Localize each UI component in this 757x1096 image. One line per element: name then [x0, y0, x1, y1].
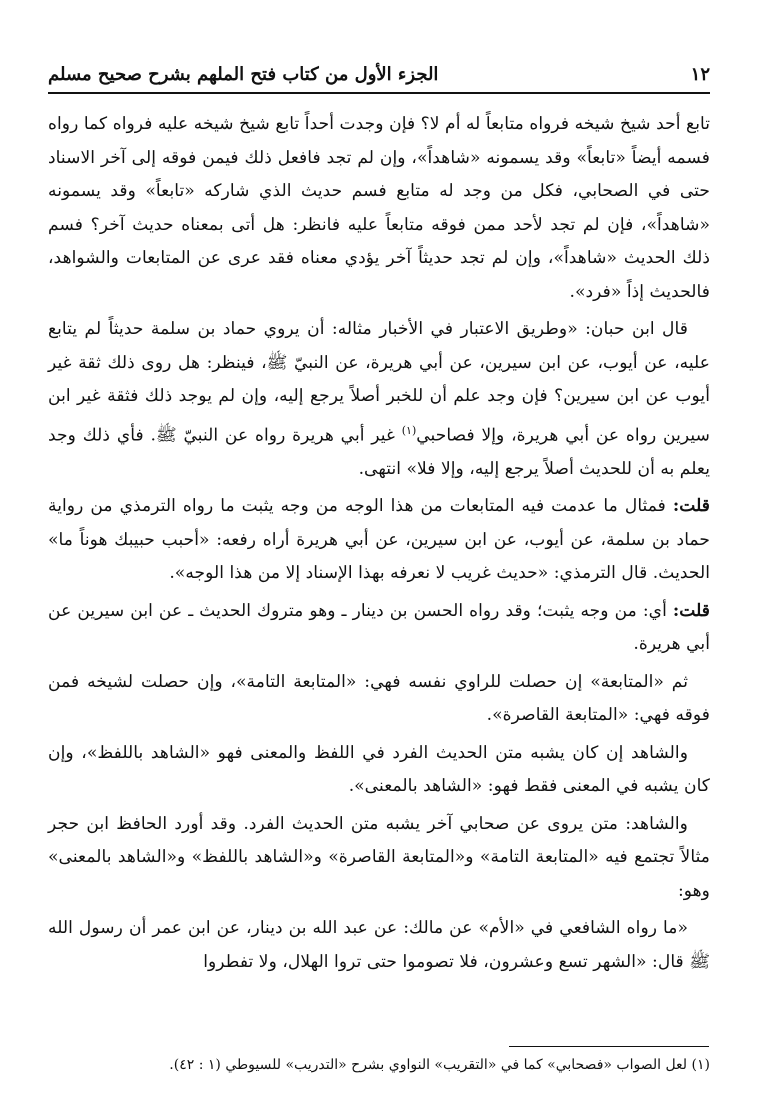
running-title: الجزء الأول من كتاب فتح الملهم بشرح صحيح مسلم [48, 64, 439, 85]
paragraph-text: غير أبي هريرة رواه عن النبيّ ﷺ. فأي ذلك وجد يعلم به أن للحديث أصلاً يرجع إليه، وإلا فلا» انتهى. [48, 425, 710, 479]
paragraph-6 [48, 737, 710, 804]
paragraph-7 [48, 808, 710, 909]
paragraph-text: والشاهد إن كان يشبه متن الحديث الفرد في اللفظ والمعنى فهو «الشاهد باللفظ»، وإن كان يشبه في المعنى فقط فهو: «الشاهد بالمعنى». [48, 742, 710, 797]
footnote-separator [509, 1046, 709, 1047]
page-number: ١٢ [690, 64, 710, 85]
paragraph-text: تابع أحد شيخ شيخه فرواه متابعاً له أم لا؟ فإن وجدت أحداً تابع شيخ شيخه عليه فرواه كما رواه فسمه أيضاً «تابعاً» وقد يسمونه «شاهداً»، وإن لم تجد فافعل ذلك فيمن فوقه إلى آخر الاسناد حتى في الصحابي، فكل من وجد له متابع فسم حديث الذي شاركه «تابعاً» وقد يسمونه «شاهداً»، فإن لم تجد لأحد ممن فوقه متابعاً عليه فانظر: هل أتى بمعناه حديث آخر؟ فسم ذلك الحديث «شاهداً»، وإن لم تجد حديثاً آخر يؤدي معناه فقد عرى عن المتابعات والشواهد، فالحديث إذاً «فرد». [48, 114, 710, 302]
paragraph-text: ثم «المتابعة» إن حصلت للراوي نفسه فهي: «المتابعة التامة»، وإن حصلت لشيخه فمن فوقه فهي: «المتابعة القاصرة». [48, 671, 710, 726]
paragraph-3 [48, 490, 710, 591]
paragraph-text: قال ابن حبان: «وطريق الاعتبار في الأخبار مثاله: أن يروي حماد بن سلمة حديثاً لم يتابع عليه، عن أيوب، عن ابن سيرين، عن أبي هريرة، عن النبيّ ﷺ، فينظر: هل روى ذلك ثقة غير أيوب عن ابن سيرين؟ فإن وجد علم أن للخبر أصلاً يرجع إليه، وإن لم يوجد ذلك فثقة غير ابن سيرين رواه عن أبي هريرة، وإلا فصاحبي [48, 319, 710, 446]
qult-label: قلت: [672, 600, 710, 621]
page-header [48, 62, 710, 94]
paragraph-text: والشاهد: متن يروى عن صحابي آخر يشبه متن الحديث الفرد. وقد أورد الحافظ ابن حجر مثالاً تجتمع فيه «المتابعة التامة» و«المتابعة القاصرة» و«الشاهد باللفظ» و«الشاهد بالمعنى» وهو: [48, 813, 710, 901]
paragraph-1 [48, 108, 710, 309]
paragraph-text: «ما رواه الشافعي في «الأم» عن مالك: عن عبد الله بن دينار، عن ابن عمر أن رسول الله ﷺ قال: «الشهر تسع وعشرون، فلا تصوموا حتى تروا الهلال، ولا تفطروا [48, 918, 710, 972]
qult-label: قلت: [672, 496, 710, 517]
footnote-reference[interactable]: (١) [401, 423, 417, 437]
footnote-marker: (١) [691, 1057, 710, 1073]
paragraph-text: فمثال ما عدمت فيه المتابعات من هذا الوجه من وجه يثبت ما رواه الترمذي من رواية حماد بن سلمة، عن أيوب، عن ابن سيرين، عن أبي هريرة أراه رفعه: «أحبب حبيبك هوناً ما» الحديث. قال الترمذي: «حديث غريب لا نعرفه بهذا الإسناد إلا من هذا الوجه». [48, 496, 710, 584]
paragraph-5 [48, 666, 710, 733]
paragraph-4 [48, 595, 710, 662]
footnote [48, 1054, 710, 1076]
main-text [48, 108, 710, 983]
footnote-text: لعل الصواب «فصحابي» كما في «التقريب» النواوي بشرح «التدريب» للسيوطي (١ : ٤٢). [169, 1057, 688, 1073]
paragraph-8 [48, 912, 710, 979]
paragraph-2 [48, 313, 710, 486]
paragraph-text: أي: من وجه يثبت؛ وقد رواه الحسن بن دينار ـ وهو متروك الحديث ـ عن ابن سيرين عن أبي هريرة. [48, 600, 710, 655]
